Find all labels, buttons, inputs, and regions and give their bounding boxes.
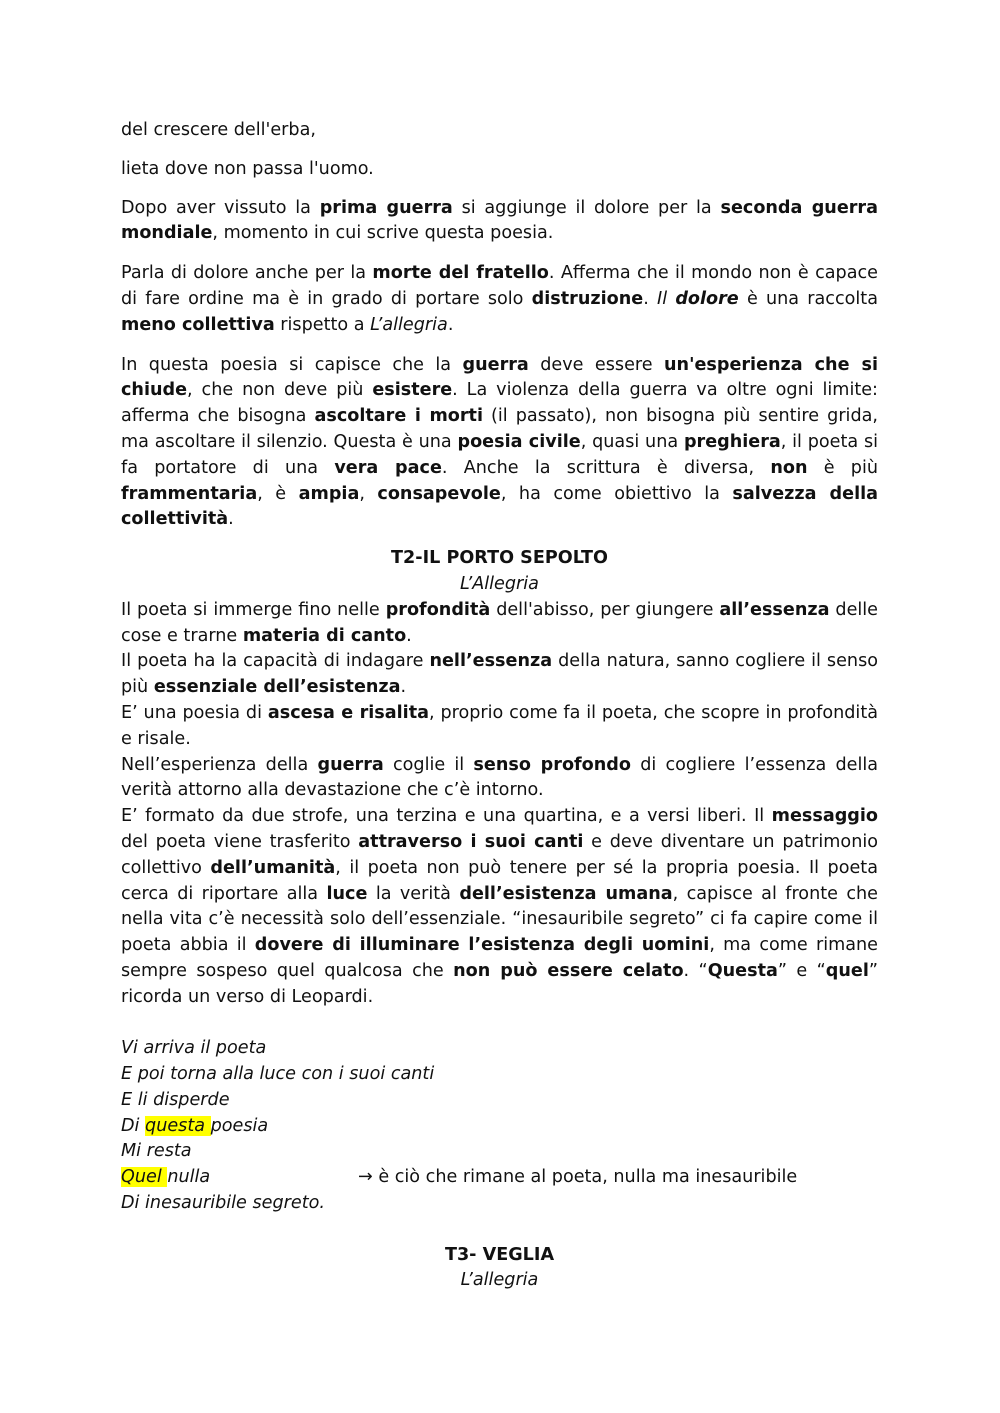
section-title-t2: T2-IL PORTO SEPOLTO <box>391 548 608 569</box>
paragraph-second-war: Dopo aver vissuto la prima guerra si aggiunge il dolore per la seconda guerra mondiale, momento in cui scrive questa poesia. <box>121 197 878 244</box>
poem-line-4: Di questa poesia <box>121 1115 269 1136</box>
poem-line-5: Mi resta <box>121 1141 192 1162</box>
intro-line-1: del crescere dell'erba, <box>121 120 316 140</box>
section-subtitle-t3: L’allegria <box>460 1270 539 1291</box>
poem-line-1: Vi arriva il poeta <box>121 1038 267 1059</box>
paragraph-ascent: E’ una poesia di ascesa e risalita, proprio come fa il poeta, che scopre in profondità e risale. <box>121 702 878 749</box>
paragraph-war-experience: Nell’esperienza della guerra coglie il senso profondo di cogliere l’essenza della verità attorno alla devastazione che c’è intorno. <box>121 754 879 801</box>
document-page <box>121 118 878 1294</box>
paragraph-brother-death: Parla di dolore anche per la morte del fratello. Afferma che il mondo non è capace di fare ordine ma è in grado di portare solo distruzione. Il dolore è una raccolta meno collettiva rispetto a L’allegria. <box>121 263 878 335</box>
paragraph-essence: Il poeta ha la capacità di indagare nell’essenza della natura, sanno cogliere il senso più essenziale dell’esistenza. <box>121 651 878 698</box>
poem-line-2: E poi torna alla luce con i suoi canti <box>121 1064 435 1085</box>
poem-annotation: → è ciò che rimane al poeta, nulla ma inesauribile <box>358 1167 798 1188</box>
highlight-quel: Quel <box>121 1167 168 1188</box>
poem-line-7: Di inesauribile segreto. <box>121 1193 325 1214</box>
section-subtitle-t2: L’Allegria <box>460 573 539 594</box>
paragraph-structure: E’ formato da due strofe, una terzina e una quartina, e a versi liberi. Il messaggio del poeta viene trasferito attraverso i suoi canti e deve diventare un patrimonio collettivo dell’umanità, il poeta non può tenere per sé la propria poesia. Il poeta cerca di riportare alla luce la verità dell’esistenza umana, capisce al fronte che nella vita c’è necessità solo dell’essenziale. “inesauribile segreto” ci fa capire come il poeta abbia il dovere di illuminare l’esistenza degli uomini, ma come rimane sempre sospeso quel qualcosa che non può essere celato. “Questa” e “quel” ricorda un verso di Leopardi. <box>121 806 878 1007</box>
highlight-questa: questa <box>145 1115 211 1136</box>
intro-line-2: lieta dove non passa l'uomo. <box>121 158 374 179</box>
paragraph-civil-poetry: In questa poesia si capisce che la guerra deve essere un'esperienza che si chiude, che non deve più esistere. La violenza della guerra va oltre ogni limite: afferma che bisogna ascoltare i morti (il passato), non bisogna più sentire grida, ma ascoltare il silenzio. Questa è una poesia civile, quasi una preghiera, il poeta si fa portatore di una vera pace. Anche la scrittura è diversa, non è più frammentaria, è ampia, consapevole, ha come obiettivo la salvezza della collettività. <box>121 354 879 530</box>
poem-line-3: E li disperde <box>121 1089 230 1110</box>
paragraph-depth: Il poeta si immerge fino nelle profondità dell'abisso, per giungere all’essenza delle cose e trarne materia di canto. <box>121 599 879 646</box>
section-title-t3: T3- VEGLIA <box>444 1244 555 1265</box>
poem-excerpt <box>121 1036 878 1217</box>
poem-line-6: Quel nulla → è ciò che rimane al poeta, nulla ma inesauribile <box>121 1165 878 1191</box>
